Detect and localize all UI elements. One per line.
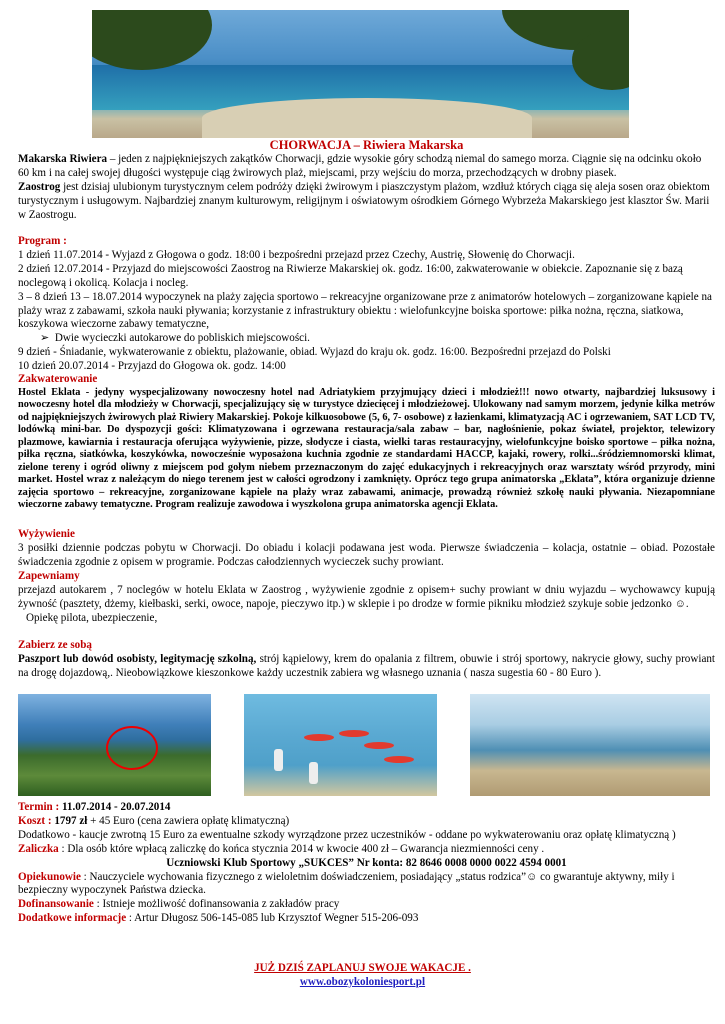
- hotel-highlight-circle: [106, 726, 158, 770]
- included-text-2: Opiekę pilota, ubezpieczenie,: [26, 611, 158, 624]
- program-day-9: 9 dzień - Śniadanie, wykwaterowanie z obiektu, plażowanie, obiad. Wyjazd do kraju ok. godz. 16:00. Bezpośredni przejazd do Polski: [18, 346, 611, 359]
- club-account-line: Uczniowski Klub Sportowy „SUKCES” Nr konta: 82 8646 0008 0000 0022 4594 0001: [166, 856, 567, 869]
- term-line: Termin : 11.07.2014 - 20.07.2014: [18, 801, 171, 813]
- extra-cost-line: Dodatkowo - kaucje zwrotną 15 Euro za ewentualne szkody wyrządzone przez uczestników - oddane po wykwaterowaniu oraz opłatę klimatyczną ): [18, 828, 676, 841]
- details-section: [18, 801, 715, 926]
- kayaks-photo: [244, 694, 437, 796]
- website-link[interactable]: www.obozykoloniesport.pl: [299, 976, 426, 988]
- program-day-1: 1 dzień 11.07.2014 - Wyjazd z Głogowa o godz. 18:00 i bezpośredni przejazd przez Czechy, Austrię, Słowenię do Chorwacji.: [18, 248, 575, 261]
- beach-photo: [470, 694, 710, 796]
- cost-line: Koszt : 1797 zł + 45 Euro (cena zawiera opłatę klimatyczną): [18, 814, 290, 827]
- accommodation-heading: Zakwaterowanie: [18, 373, 98, 385]
- funding-line: Dofinansowanie : Istnieje możliwość dofinansowania z zakładów pracy: [18, 898, 340, 911]
- meals-text: 3 posiłki dziennie podczas pobytu w Chorwacji. Do obiadu i kolacji podawana jest woda. Pierwsze świadczenia – kolacja, ostatnie – obiad. Pozostałe świadczenia zgodnie z opisem w programie. Podczas całodziennych wycieczek suchy prowiant.: [18, 541, 715, 568]
- program-day-2: 2 dzień 12.07.2014 - Przyjazd do miejscowości Zaostrog na Riwierze Makarskiej ok. godz. 16:00, zakwaterowanie w obiekcie. Zapoznanie się z bazą noclegową i okolicą. Kolacja i nocleg.: [18, 262, 683, 289]
- website-link-line: [0, 976, 725, 990]
- included-heading: Zapewniamy: [18, 570, 80, 582]
- program-days-3-8: 3 – 8 dzień 13 – 18.07.2014 wypoczynek na plaży zajęcia sportowo – rekreacyjne organizowane prze z animatorów hotelowych – zorganizowane kąpiele na plaży wraz z zabawami, szkoła nauki pływania; korzystanie z infrastruktury obiektu : wielofunkcyjne boiska sportowe: piłka nożna, ręczna, siatkowa, koszykowa wieczorne zabawy tematyczne,: [18, 290, 712, 331]
- accommodation-section: [18, 373, 715, 512]
- meals-section: [18, 528, 715, 570]
- intro-paragraph-2: Zaostrog jest dzisiaj ulubionym turystycznym celem podróży dzięki żwirowym i piaszczystym plażom, wzdłuż których ciąga się aleja sosen oraz obiektom turystycznym i usługowym. Najbardziej znanym kulturowym, religijnym i oświatowym ośrodkiem Górnego Wybrzeża Makarskiego jest klasztor Św. Marii w Zaostrogu.: [18, 180, 710, 221]
- program-day-10: 10 dzień 20.07.2014 - Przyjazd do Głogowa ok. godz. 14:00: [18, 360, 286, 373]
- arrow-bullet-icon: ➢: [40, 332, 50, 345]
- intro-paragraph-1: Makarska Riwiera – jeden z najpiękniejszych zakątków Chorwacji, gdzie wysokie góry schodzą niemal do samego morza. Ciągnie się na odcinku około 60 km i na całej swojej długości występuje ciąg żwirowych plaż, miejscami, przy wejściu do morza, przechodzących w drobny piasek.: [18, 153, 702, 179]
- deposit-line: Zaliczka : Dla osób które wpłacą zaliczkę do końca stycznia 2014 w kwocie 400 zł – Gwarancja niezmienności ceny .: [18, 842, 545, 855]
- bring-heading: Zabierz ze sobą: [18, 639, 92, 651]
- supervisors-line: Opiekunowie : Nauczyciele wychowania fizycznego z wieloletnim doświadczeniem, posiadający „status rodzica”☺ co gwarantuje aktywny, miły i bezpieczny wypoczynek Państwa dziecka.: [18, 870, 675, 897]
- bring-section: [18, 639, 715, 681]
- intro-section: [18, 153, 715, 223]
- meals-heading: Wyżywienie: [18, 528, 75, 540]
- accommodation-text: Hostel Eklata - jedyny wyspecjalizowany nowoczesny hotel nad Adriatykiem przyjmujący dzieci i młodzież!!! nowo otwarty, najbardziej luksusowy i nowoczesny hotel dla młodzieży w Chorwacji, specjalizujący się w turystyce dziecięcej i młodzieżowej. Ulokowany nad samym morzem, jedynie kilka metrów od najpiękniejszych żwirowych plaż Riwiery Makarskiej. Pokoje kilkuosobowe (5, 6, 7- osobowe) z łazienkami, klimatyzacją AC i ogrzewaniem, SAT LCD TV, lodówką mini-bar. Do dyspozycji gości: Klimatyzowana i ogrzewana restauracja/sala zabaw – bar, nagłośnienie, pokaz świateł, projektor, telewizory plazmowe, kawiarnia i restauracja oferująca wyżywienie, pizze, słodycze i ciasta, wielki taras restauracyjny, wielofunkcyjne boisko sportowe – piłka nożna, piłka ręczna, siatkówka, koszykówka, nowocześnie wyposażona kuchnia zgodnie ze standardami HACCP, kajaki, rowery, rolki...śródziemnomorski klimat, zielone tereny i ogród oliwny z miejscem pod gołym niebem przeznaczonym do zajęć edukacyjnych i rekreacyjnych oraz warsztaty wśród przyrody, mini market. Hostel wraz z należącym do niego terenem jest w całości ogrodzony i zamknięty. Oprócz tego grupa animatorska „Eklata”, która organizuje dzienne zajęcia sportowo – rekreacyjne, zorganizowane kąpiele na plaży wraz zabawami, animacje, prowadzą również szkołę nauki pływania. Niezapomniane wieczorne zabawy tematyczne. Program realizuje zawodowa i wyszkolona grupa animatorska agencji Eklata.: [18, 386, 715, 511]
- program-section: [18, 235, 715, 374]
- program-bullet: ➢ Dwie wycieczki autokarowe do pobliskich miejscowości.: [40, 332, 310, 345]
- hero-beach-photo: [92, 10, 629, 138]
- page-title: CHORWACJA – Riwiera Makarska: [269, 138, 464, 152]
- coast-hotel-photo: [18, 694, 211, 796]
- program-heading: Program :: [18, 235, 67, 247]
- info-line: Dodatkowe informacje : Artur Długosz 506-145-085 lub Krzysztof Wegner 515-206-093: [18, 912, 419, 925]
- included-text: przejazd autokarem , 7 noclegów w hotelu Eklata w Zaostrog , wyżywienie zgodnie z opisem+ suchy prowiant w dniu wyjazdu – wychowawcy kupują żywność (pasztety, dżemy, kiełbaski, serki, owoce, napoje, pieczywo itp.) w sklepie i po drodze w formie pikniku młodzież szykuje sobie jedzonko ☺.: [18, 583, 715, 610]
- cta-text: JUŻ DZIŚ ZAPLANUJ SWOJE WAKACJE .: [254, 962, 471, 974]
- included-section: [18, 570, 715, 626]
- bring-text: Paszport lub dowód osobisty, legitymację szkolną, strój kąpielowy, krem do opalania z filtrem, obuwie i strój sportowy, nakrycie głowy, suchy prowiant na drogę dojazdową,. Nieobowiązkowe kieszonkowe każdy uczestnik zabiera wg własnego uznania ( nasza sugestia 60 - 80 Euro ).: [18, 652, 715, 679]
